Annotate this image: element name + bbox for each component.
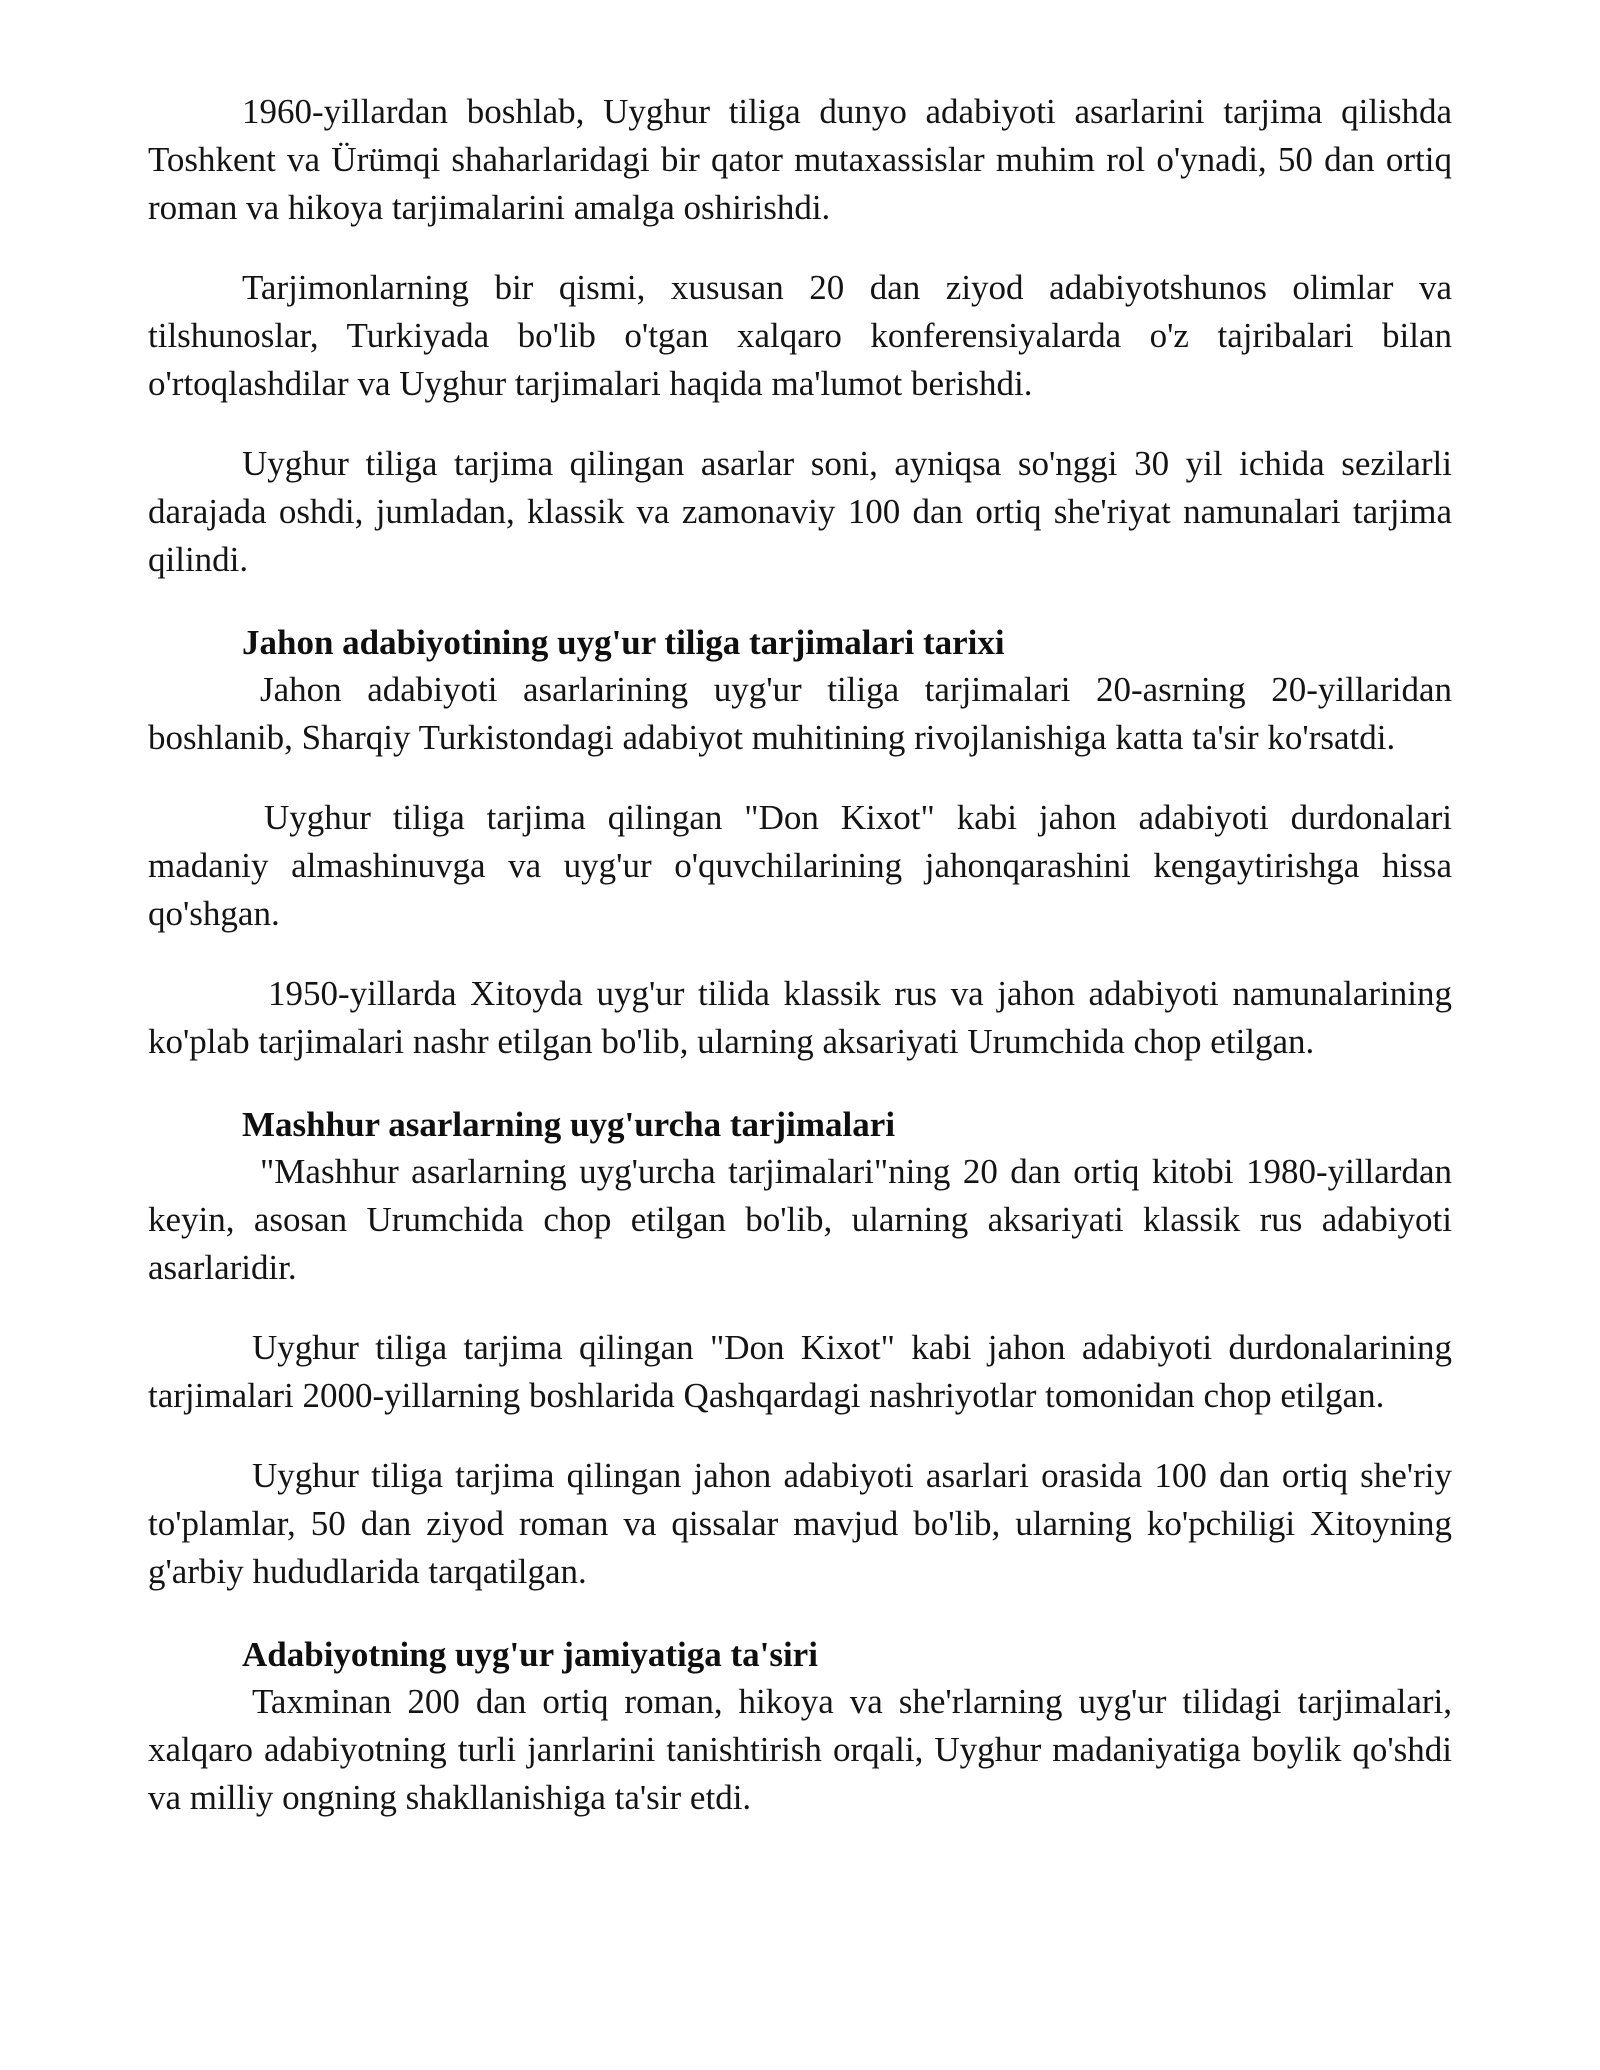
paragraph-2: Tarjimonlarning bir qismi, xususan 20 dan ziyod adabiyotshunos olimlar va tilshunoslar, Turkiyada bo'lib o'tgan xalqaro konferensiyalarda o'z tajribalari bilan o'rtoqlashdilar va Uyghur tarjimalari haqida ma'lumot berishdi. bbox=[148, 268, 1452, 403]
paragraph-9: Uyghur tiliga tarjima qilingan jahon adabiyoti asarlari orasida 100 dan ortiq she'riy to'plamlar, 50 dan ziyod roman va qissalar mavjud bo'lib, ularning ko'pchiligi Xitoyning g'arbiy hududlarida tarqatilgan. bbox=[148, 1456, 1452, 1591]
section-heading-history: Jahon adabiyotining uyg'ur tiliga tarjimalari tarixi bbox=[242, 623, 1005, 662]
paragraph-7: "Mashhur asarlarning uyg'urcha tarjimalari"ning 20 dan ortiq kitobi 1980-yillardan keyin, asosan Urumchida chop etilgan bo'lib, ularning aksariyati klassik rus adabiyoti asarlaridir. bbox=[148, 1152, 1452, 1287]
section-heading-influence: Adabiyotning uyg'ur jamiyatiga ta'siri bbox=[242, 1635, 818, 1674]
paragraph-5: Uyghur tiliga tarjima qilingan "Don Kixot" kabi jahon adabiyoti durdonalari madaniy almashinuvga va uyg'ur o'quvchilarining jahonqarashini kengaytirishga hissa qo'shgan. bbox=[148, 798, 1452, 933]
paragraph-1: 1960-yillardan boshlab, Uyghur tiliga dunyo adabiyoti asarlarini tarjima qilishda Toshkent va Ürümqi shaharlaridagi bir qator mutaxassislar muhim rol o'ynadi, 50 dan ortiq roman va hikoya tarjimalarini amalga oshirishdi. bbox=[148, 92, 1452, 227]
paragraph-4: Jahon adabiyoti asarlarining uyg'ur tiliga tarjimalari 20-asrning 20-yillaridan boshlanib, Sharqiy Turkistondagi adabiyot muhitining rivojlanishiga katta ta'sir ko'rsatdi. bbox=[148, 670, 1452, 757]
paragraph-6: 1950-yillarda Xitoyda uyg'ur tilida klassik rus va jahon adabiyoti namunalarining ko'plab tarjimalari nashr etilgan bo'lib, ularning aksariyati Urumchida chop etilgan. bbox=[148, 974, 1452, 1061]
document-page bbox=[148, 88, 1452, 1822]
paragraph-3: Uyghur tiliga tarjima qilingan asarlar soni, ayniqsa so'nggi 30 yil ichida sezilarli darajada oshdi, jumladan, klassik va zamonaviy 100 dan ortiq she'riyat namunalari tarjima qilindi. bbox=[148, 444, 1452, 579]
paragraph-10: Taxminan 200 dan ortiq roman, hikoya va she'rlarning uyg'ur tilidagi tarjimalari, xalqaro adabiyotning turli janrlarini tanishtirish orqali, Uyghur madaniyatiga boylik qo'shdi va milliy ongning shakllanishiga ta'sir etdi. bbox=[148, 1682, 1452, 1817]
section-heading-famous-works: Mashhur asarlarning uyg'urcha tarjimalari bbox=[242, 1105, 896, 1144]
paragraph-8: Uyghur tiliga tarjima qilingan "Don Kixot" kabi jahon adabiyoti durdonalarining tarjimalari 2000-yillarning boshlarida Qashqardagi nashriyotlar tomonidan chop etilgan. bbox=[148, 1328, 1452, 1415]
